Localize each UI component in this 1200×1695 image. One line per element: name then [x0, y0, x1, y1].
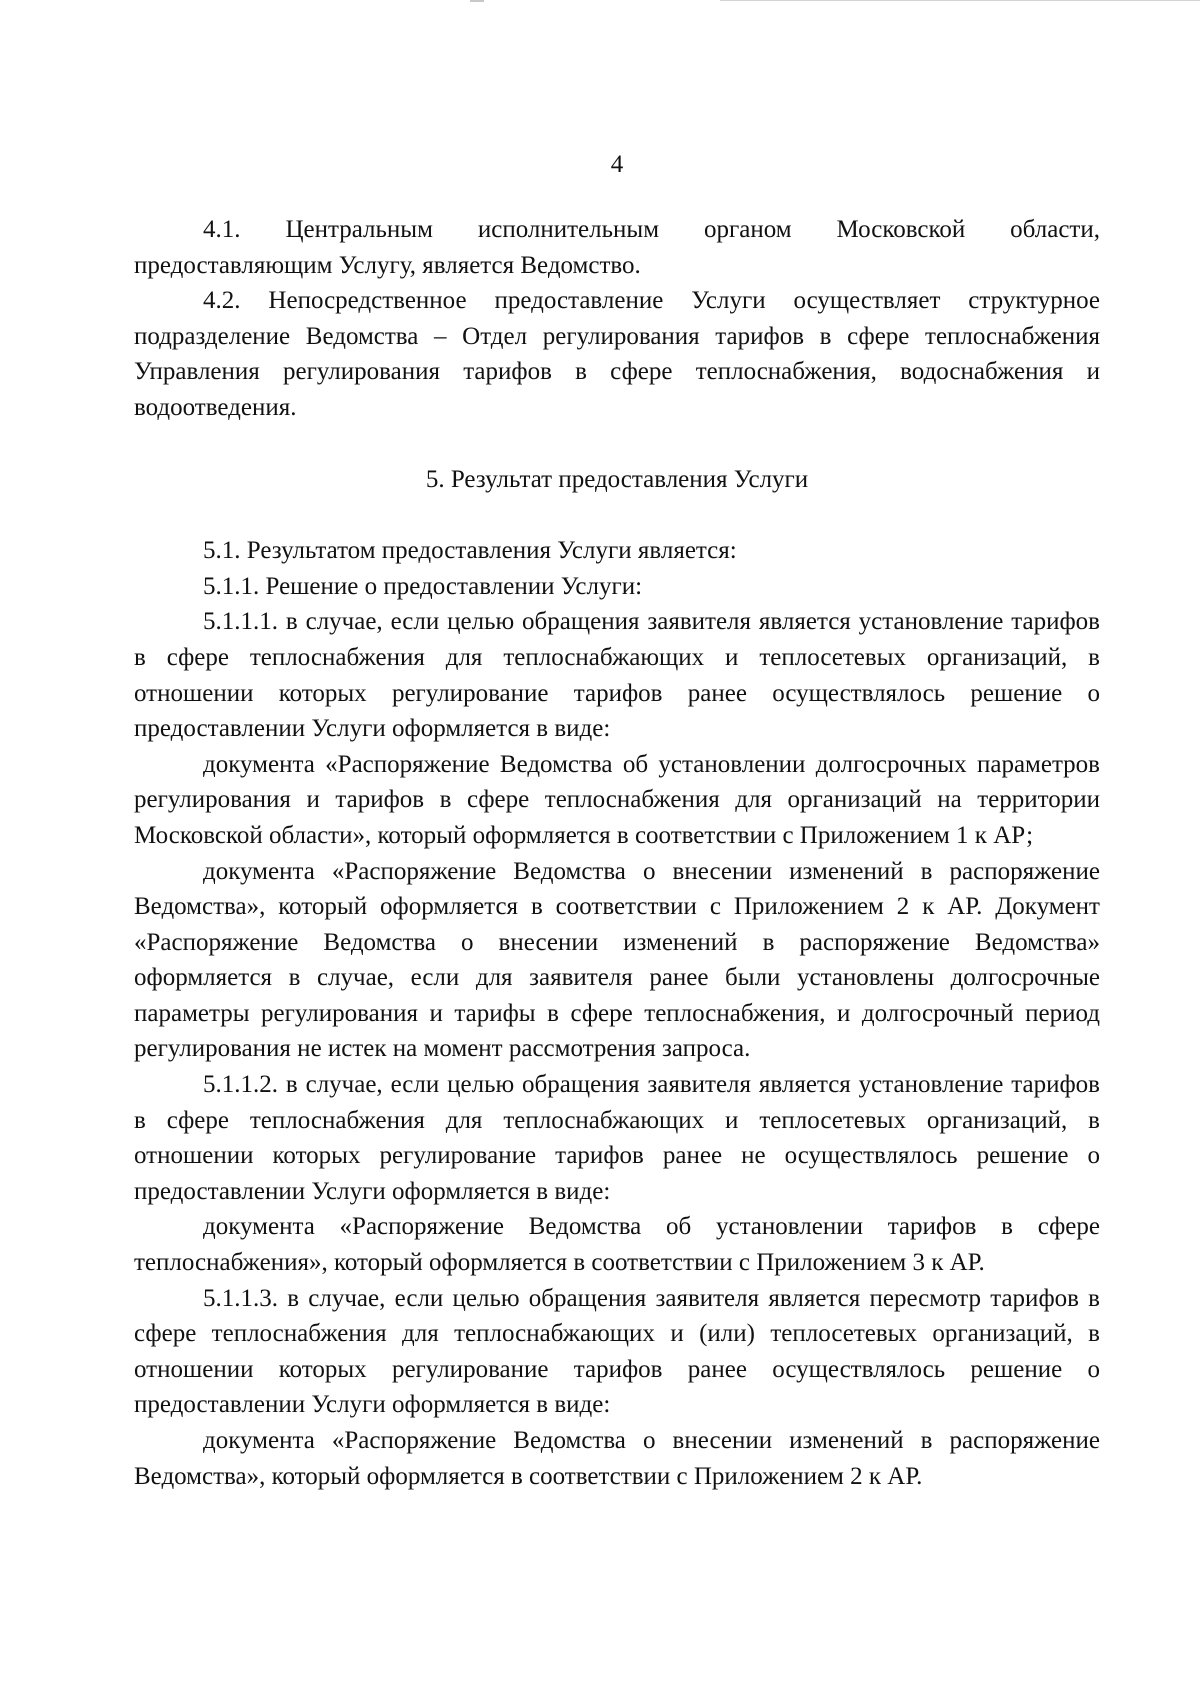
scan-artifact [470, 0, 484, 2]
paragraph-4-1: 4.1. Центральным исполнительным органом Московской области, предоставляющим Услугу, является Ведомство. [134, 216, 1100, 279]
paragraph-5-1-1-1: 5.1.1.1. в случае, если целью обращения заявителя является установление тарифов в сфере теплоснабжения для теплоснабжающих и теплосетевых организаций, в отношении которых регулирование тарифов ранее осуществлялось решение о предоставлении Услуги оформляется в виде: [134, 608, 1100, 743]
page-number: 4 [610, 151, 624, 178]
paragraph-document-appendix-2-repeat: документа «Распоряжение Ведомства о внесении изменений в распоряжение Ведомства», который оформляется в соответствии с Приложением 2 к АР. [134, 1427, 1100, 1490]
paragraph-document-appendix-2: документа «Распоряжение Ведомства о внесении изменений в распоряжение Ведомства», который оформляется в соответствии с Приложением 2 к АР. Документ «Распоряжение Ведомства о внесении изменений в распоряжение Ведомства» оформляется в случае, если для заявителя ранее были установлены долгосрочные параметры регулирования и тарифы в сфере теплоснабжения, и долгосрочный период регулирования не истек на момент рассмотрения запроса. [134, 857, 1100, 1063]
paragraph-5-1: 5.1. Результатом предоставления Услуги является: [203, 537, 737, 565]
paragraph-document-appendix-3: документа «Распоряжение Ведомства об установлении тарифов в сфере теплоснабжения», который оформляется в соответствии с Приложением 3 к АР. [134, 1213, 1100, 1277]
document-body [134, 212, 1100, 1494]
paragraph-5-1-1-2: 5.1.1.2. в случае, если целью обращения заявителя является установление тарифов в сфере теплоснабжения для теплоснабжающих и теплосетевых организаций, в отношении которых регулирование тарифов ранее не осуществлялось решение о предоставлении Услуги оформляется в виде: [134, 1071, 1100, 1205]
paragraph-5-1-1: 5.1.1. Решение о предоставлении Услуги: [203, 572, 643, 600]
section-heading: 5. Результат предоставления Услуги [425, 465, 809, 493]
scan-artifact [720, 0, 1200, 1]
paragraph-document-appendix-1: документа «Распоряжение Ведомства об установлении долгосрочных параметров регулирования и тарифов в сфере теплоснабжения для организаций на территории Московской области», который оформляется в соответствии с Приложением 1 к АР; [134, 750, 1100, 849]
paragraph-4-2: 4.2. Непосредственное предоставление Услуги осуществляет структурное подразделение Ведомства – Отдел регулирования тарифов в сфере теплоснабжения Управления регулирования тарифов в сфере теплоснабжения, водоснабжения и водоотведения. [134, 287, 1100, 421]
paragraph-5-1-1-3: 5.1.1.3. в случае, если целью обращения заявителя является пересмотр тарифов в сфере теплоснабжения для теплоснабжающих и (или) теплосетевых организаций, в отношении которых регулирование тарифов ранее осуществлялось решение о предоставлении Услуги оформляется в виде: [134, 1284, 1100, 1419]
